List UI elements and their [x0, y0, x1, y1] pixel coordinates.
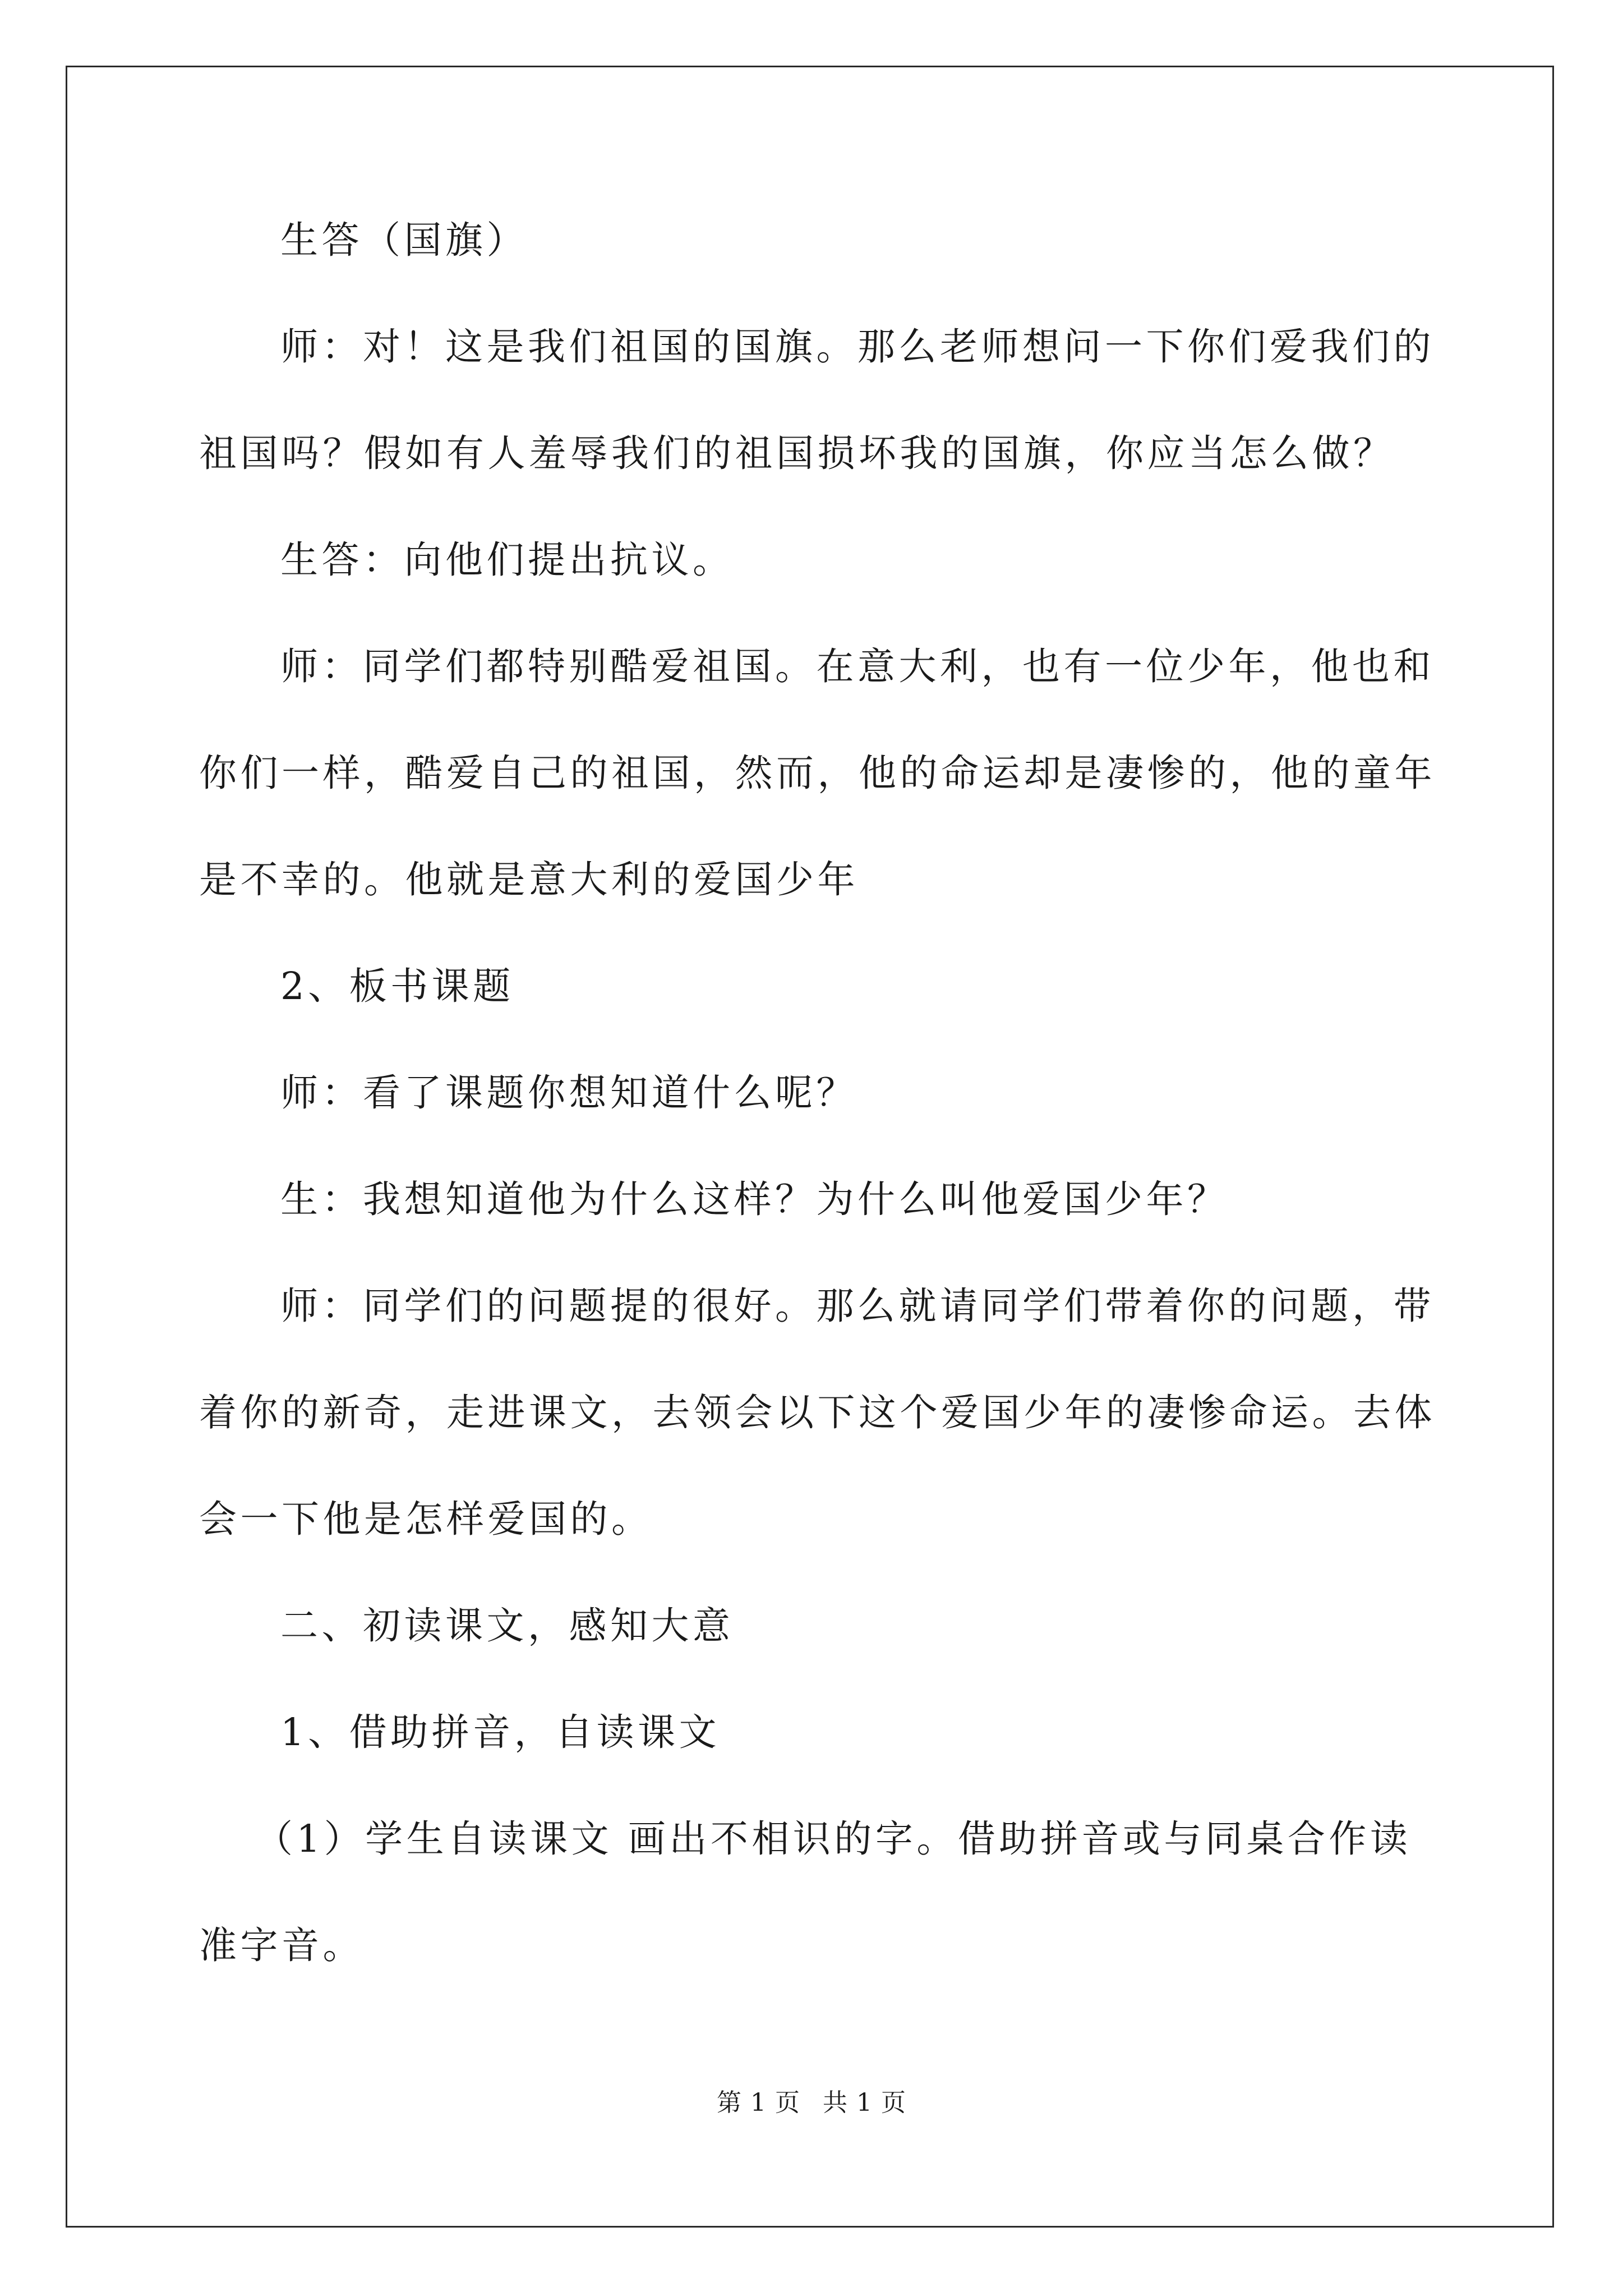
list-item: （1）学生自读课文 画出不相识的字。借助拼音或与同桌合作读 — [255, 1817, 1412, 1861]
paragraph-line: 师：对！这是我们祖国的国旗。那么老师想问一下你们爱我们的 — [280, 325, 1435, 369]
page-footer — [0, 2082, 1623, 2118]
paragraph-line: 师：看了课题你想知道什么呢？ — [280, 1071, 857, 1115]
document-body — [199, 212, 1436, 2024]
page-total: 共 1 页 — [823, 2088, 906, 2117]
paragraph-line: 2、板书课题 — [280, 964, 514, 1008]
paragraph-line: 生：我想知道他为什么这样？为什么叫他爱国少年？ — [280, 1177, 1229, 1221]
paragraph-line: 会一下他是怎样爱国的。 — [199, 1497, 653, 1541]
paragraph-line: 师：同学们的问题提的很好。那么就请同学们带着你的问题，带 — [280, 1284, 1435, 1328]
page-number: 第 1 页 — [717, 2088, 800, 2117]
paragraph-line: 着你的新奇，走进课文，去领会以下这个爱国少年的凄惨命运。去体 — [199, 1391, 1436, 1434]
section-heading: 二、初读课文，感知大意 — [280, 1604, 734, 1648]
paragraph-line: 师：同学们都特别酷爱祖国。在意大利，也有一位少年，他也和 — [280, 645, 1435, 688]
paragraph-line: 准字音。 — [199, 1924, 364, 1967]
paragraph-line: 祖国吗？假如有人羞辱我们的祖国损坏我的国旗，你应当怎么做？ — [199, 431, 1395, 475]
paragraph-line: 是不幸的。他就是意大利的爱国少年 — [199, 858, 859, 901]
paragraph-line: 生答（国旗） — [280, 218, 528, 262]
list-item: 1、借助拼音，自读课文 — [280, 1710, 721, 1754]
paragraph-line: 你们一样，酷爱自己的祖国，然而，他的命运却是凄惨的，他的童年 — [199, 751, 1436, 795]
paragraph-line: 生答：向他们提出抗议。 — [280, 538, 734, 582]
